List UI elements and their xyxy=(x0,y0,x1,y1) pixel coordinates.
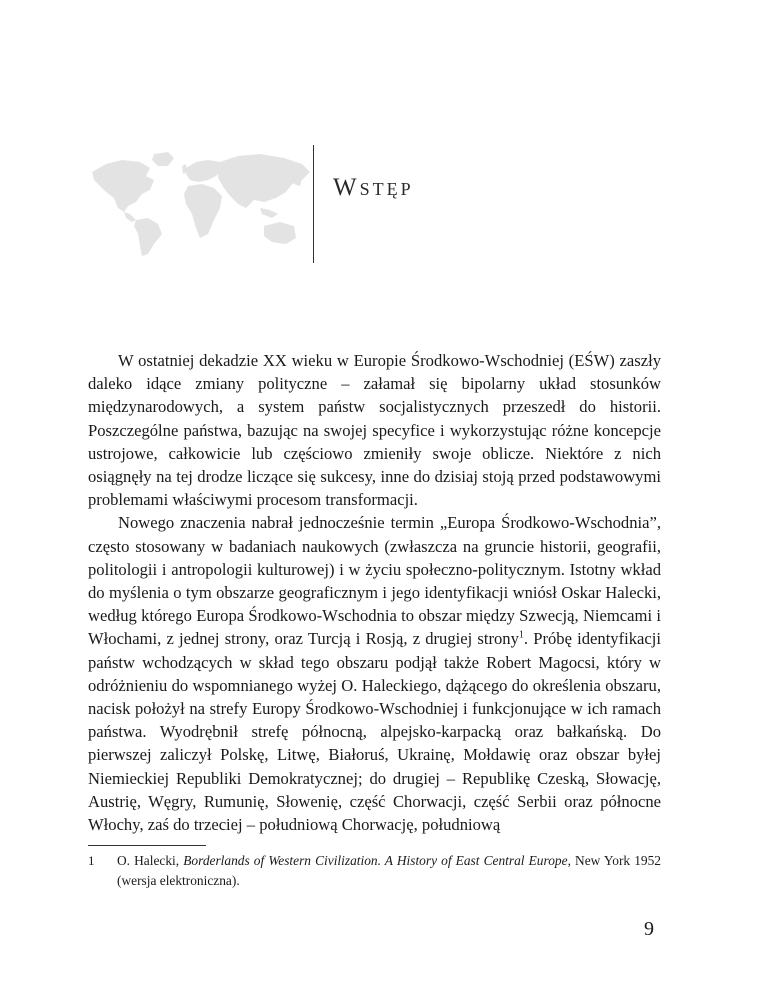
footnote-details: , New York 1952 (wersja elektroniczna). xyxy=(117,853,662,888)
title-divider xyxy=(313,145,314,263)
paragraph-2-text-a: Nowego znaczenia nabrał jednocześnie termin „Europa Środkowo-Wschodnia”, często stosowany w badaniach naukowych (zwłaszcza na gruncie historii, geografii, politologii i antropologii kulturowej) i w życiu społeczno-politycznym. Istotny wkład do myślenia o tym obszarze geograficznym i jego identyfikacji wniósł Oskar Halecki, według którego Europa Środkowo-Wschodnia to obszar między Szwecją, Niemcami i Włochami, z jednej strony, oraz Turcją i Rosją, z drugiej strony xyxy=(88,513,661,649)
footnote-separator xyxy=(88,845,206,846)
footnote xyxy=(88,851,661,891)
paragraph-2-text-b: . Próbę identyfikacji państw wchodzących w skład tego obszaru podjął także Robert Magocsi, który w odróżnieniu do wspomnianego wyżej O. Haleckiego, dążącego do określenia obszaru, nacisk położył na strefy Europy Środkowo-Wschodniej i funkcjonujące w ich ramach państwa. Wyodrębnił strefę północną, alpejsko-karpacką oraz bałkańską. Do pierwszej zaliczył Polskę, Litwę, Białoruś, Ukrainę, Mołdawię oraz obszar byłej Niemieckiej Republiki Demokratycznej; do drugiej – Republikę Czeską, Słowację, Austrię, Węgry, Rumunię, Słowenię, część Chorwacji, część Serbii oraz północne Włochy, zaś do trzeciej – południową Chorwację, południową xyxy=(88,629,661,835)
footnote-number: 1 xyxy=(88,853,95,868)
main-text xyxy=(88,349,661,836)
footnote-book-title: Borderlands of Western Civilization. A History of East Central Europe xyxy=(183,853,568,868)
footnote-author: O. Halecki, xyxy=(117,853,184,868)
footnote-reference[interactable]: 1 xyxy=(518,629,524,641)
paragraph-1: W ostatniej dekadzie XX wieku w Europie Środkowo-Wschodniej (EŚW) zaszły daleko idące zmiany polityczne – załamał się bipolarny układ stosunków międzynarodowych, a system państw socjalistycznych przeszedł do historii. Poszczególne państwa, bazując na swojej specyfice i wykorzystując różne koncepcje ustrojowe, całkowicie lub częściowo zmieniły swoje oblicze. Niektóre z nich osiągnęły na tej drodze liczące się sukcesy, inne do dzisiaj stoją przed podstawowymi problemami właściwymi procesom transformacji. xyxy=(88,351,661,510)
chapter-header xyxy=(0,0,768,280)
page-number: 9 xyxy=(644,918,654,940)
chapter-title: Wstęp xyxy=(333,174,414,201)
paragraph-2 xyxy=(88,511,661,836)
world-map-icon xyxy=(88,150,313,258)
footnote-text xyxy=(117,851,661,891)
